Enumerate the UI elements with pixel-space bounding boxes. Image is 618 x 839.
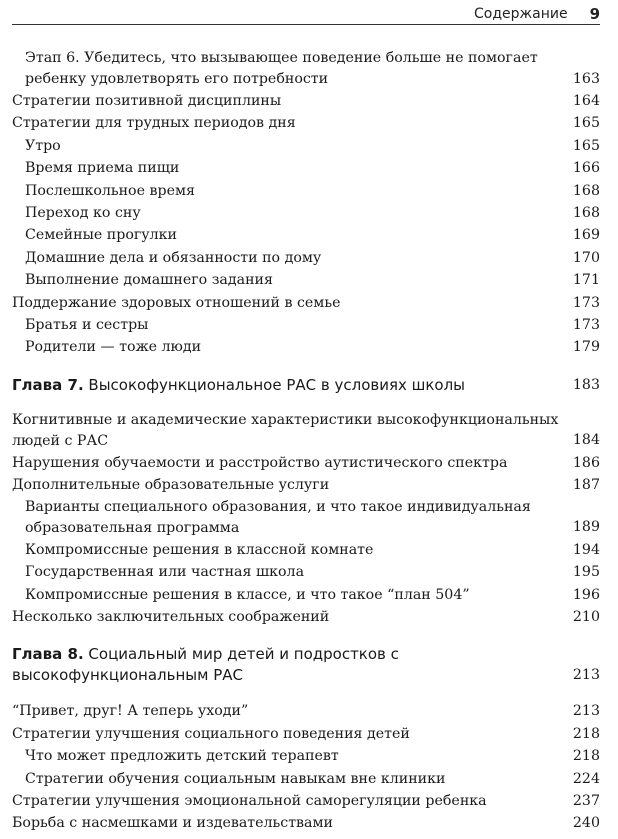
toc-entry-title: Несколько заключительных соображений [12,608,330,625]
running-header-title: Содержание [473,6,568,22]
toc-entry-title: Стратегии улучшения эмоциональной саморегуляции ребенка [12,792,487,809]
toc-entry [12,224,600,246]
toc-entry [12,269,600,291]
toc-entry-title: Семейные прогулки [25,227,177,244]
toc-entry-page: 169 [572,227,600,244]
running-header-page-number: 9 [589,5,600,23]
toc-entry-page: 184 [572,432,600,449]
toc-entry-title: Что может предложить детский терапевт [25,748,339,765]
toc-entry-title: Выполнение домашнего задания [25,272,273,289]
toc-entry-page: 224 [572,770,600,787]
chapter-title: Высокофункциональное РАС в условиях школы [88,375,466,394]
toc-entry-title: Этап 6. Убедитесь, что вызывающее поведение больше не помогает ребенку удовлетворять его потребности [25,50,538,87]
toc-entry-title: Когнитивные и академические характеристики высокофункциональных людей с РАС [12,411,559,449]
toc-entry [12,474,600,496]
toc-entry [12,723,600,745]
toc-entry [12,247,600,269]
toc-entry-page: 173 [572,317,600,334]
toc-entry-title: Утро [25,137,61,154]
toc-entry-title: Компромиссные решения в классе, и что такое “план 504” [25,586,470,603]
toc-entry-page: 165 [572,115,600,132]
toc-entry [12,790,600,812]
chapter-heading [12,375,573,396]
toc-entry-page: 165 [572,137,600,154]
toc-entry [12,157,600,179]
toc-entry-page: 240 [572,815,600,832]
toc-entry-title: Стратегии позитивной дисциплины [12,93,282,109]
chapter-page: 213 [572,667,600,684]
toc-entry-title: Варианты специального образования, и что такое индивидуальная образовательная программа [25,498,531,536]
toc-entry [12,452,600,474]
toc-entry-title: Дополнительные образовательные услуги [12,477,330,494]
toc-entry-title: Домашние дела и обязанности по дому [25,249,322,266]
toc-entry [12,700,600,722]
toc-entry-title: Государственная или частная школа [25,564,305,581]
toc-entry [12,768,600,790]
chapter-title: Социальный мир детей и подростков с высокофункциональным РАС [12,645,399,685]
toc-entry [12,48,600,90]
toc-entry-page: 168 [572,182,600,199]
toc-entry-page: 168 [572,205,600,222]
toc-entry-page: 189 [572,519,600,536]
toc-entry [12,745,600,767]
toc-chapter-8 [12,644,600,686]
toc-entry [12,135,600,157]
toc-entry-title: Переход ко сну [25,205,141,222]
running-header [12,4,600,25]
toc-entry [12,497,600,539]
chapter-page: 183 [572,376,600,393]
toc-entry-title: Послешкольное время [25,182,195,199]
table-of-contents [12,48,600,835]
toc-entry [12,314,600,336]
toc-entry [12,202,600,224]
toc-entry-page: 173 [572,294,600,311]
toc-entry-page: 163 [572,70,600,87]
toc-entry-page: 195 [572,564,600,581]
toc-entry [12,561,600,583]
toc-entry [12,336,600,358]
toc-entry-page: 237 [572,792,600,809]
toc-entry-title: Борьба с насмешками и издевательствами [12,815,333,832]
toc-entry-page: 186 [572,454,600,471]
chapter-heading [12,644,573,686]
toc-chapter-7 [12,375,600,396]
toc-entry-page: 196 [572,586,600,603]
toc-entry-page: 166 [572,160,600,177]
toc-entry-page: 218 [572,725,600,742]
toc-entry-title: “Привет, друг! А теперь уходи” [12,703,249,720]
toc-entry [12,292,600,314]
toc-entry [12,180,600,202]
toc-entry-title: Поддержание здоровых отношений в семье [12,294,341,311]
toc-entry-page: 170 [572,249,600,266]
toc-entry-title: Время приема пищи [25,160,180,177]
toc-entry [12,584,600,606]
toc-entry-title: Нарушения обучаемости и расстройство аутистического спектра [12,454,508,471]
toc-entry [12,90,600,112]
toc-entry-title: Стратегии улучшения социального поведения детей [12,725,410,742]
toc-entry-page: 213 [572,703,600,720]
toc-entry [12,812,600,834]
toc-entry-page: 179 [572,339,600,356]
toc-entry-title: Родители — тоже люди [25,339,202,356]
toc-entry-title: Компромиссные решения в классной комнате [25,541,374,558]
toc-entry [12,606,600,628]
toc-entry-page: 171 [572,272,600,289]
toc-entry-title: Стратегии для трудных периодов дня [12,115,296,132]
toc-entry [12,112,600,134]
toc-entry-page: 187 [572,477,600,494]
toc-entry-page: 210 [572,608,600,625]
toc-entry-title: Стратегии обучения социальным навыкам вне клиники [25,770,446,787]
toc-entry-page: 194 [572,541,600,558]
toc-entry [12,539,600,561]
toc-entry [12,410,600,452]
chapter-label: Глава 8. [12,645,84,664]
toc-entry-title: Братья и сестры [25,317,149,334]
chapter-label: Глава 7. [12,375,84,394]
toc-entry-page: 218 [572,748,600,765]
toc-entry-page: 164 [572,93,600,109]
